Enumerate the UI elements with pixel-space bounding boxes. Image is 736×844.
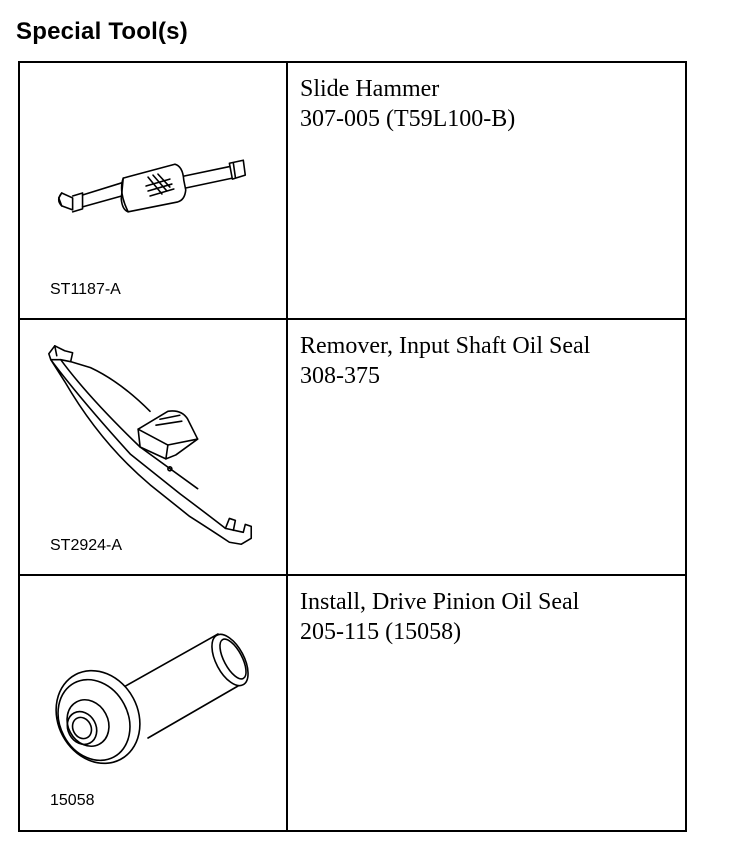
tool-name: Slide Hammer [300,76,440,102]
table-row [20,63,685,320]
tool-description [288,576,685,830]
table-row [20,576,685,830]
tool-illustration-cell [20,63,288,318]
special-tools-table [18,61,687,832]
tool-description [288,320,685,574]
tool-illustration-cell [20,320,288,574]
slide-hammer-icon [20,63,286,318]
illustration-ref: ST1187-A [50,281,121,298]
illustration-ref: 15058 [50,792,95,809]
tool-name: Install, Drive Pinion Oil Seal [300,589,580,615]
tool-number: 307-005 (T59L100-B) [300,106,516,132]
table-row [20,320,685,576]
page-title: Special Tool(s) [16,18,188,45]
seal-remover-icon [20,320,286,574]
tool-name: Remover, Input Shaft Oil Seal [300,333,591,359]
tool-number: 308-375 [300,363,380,389]
tool-number: 205-115 (15058) [300,619,462,645]
tool-description [288,63,685,318]
tool-illustration-cell [20,576,288,830]
illustration-ref: ST2924-A [50,537,123,554]
